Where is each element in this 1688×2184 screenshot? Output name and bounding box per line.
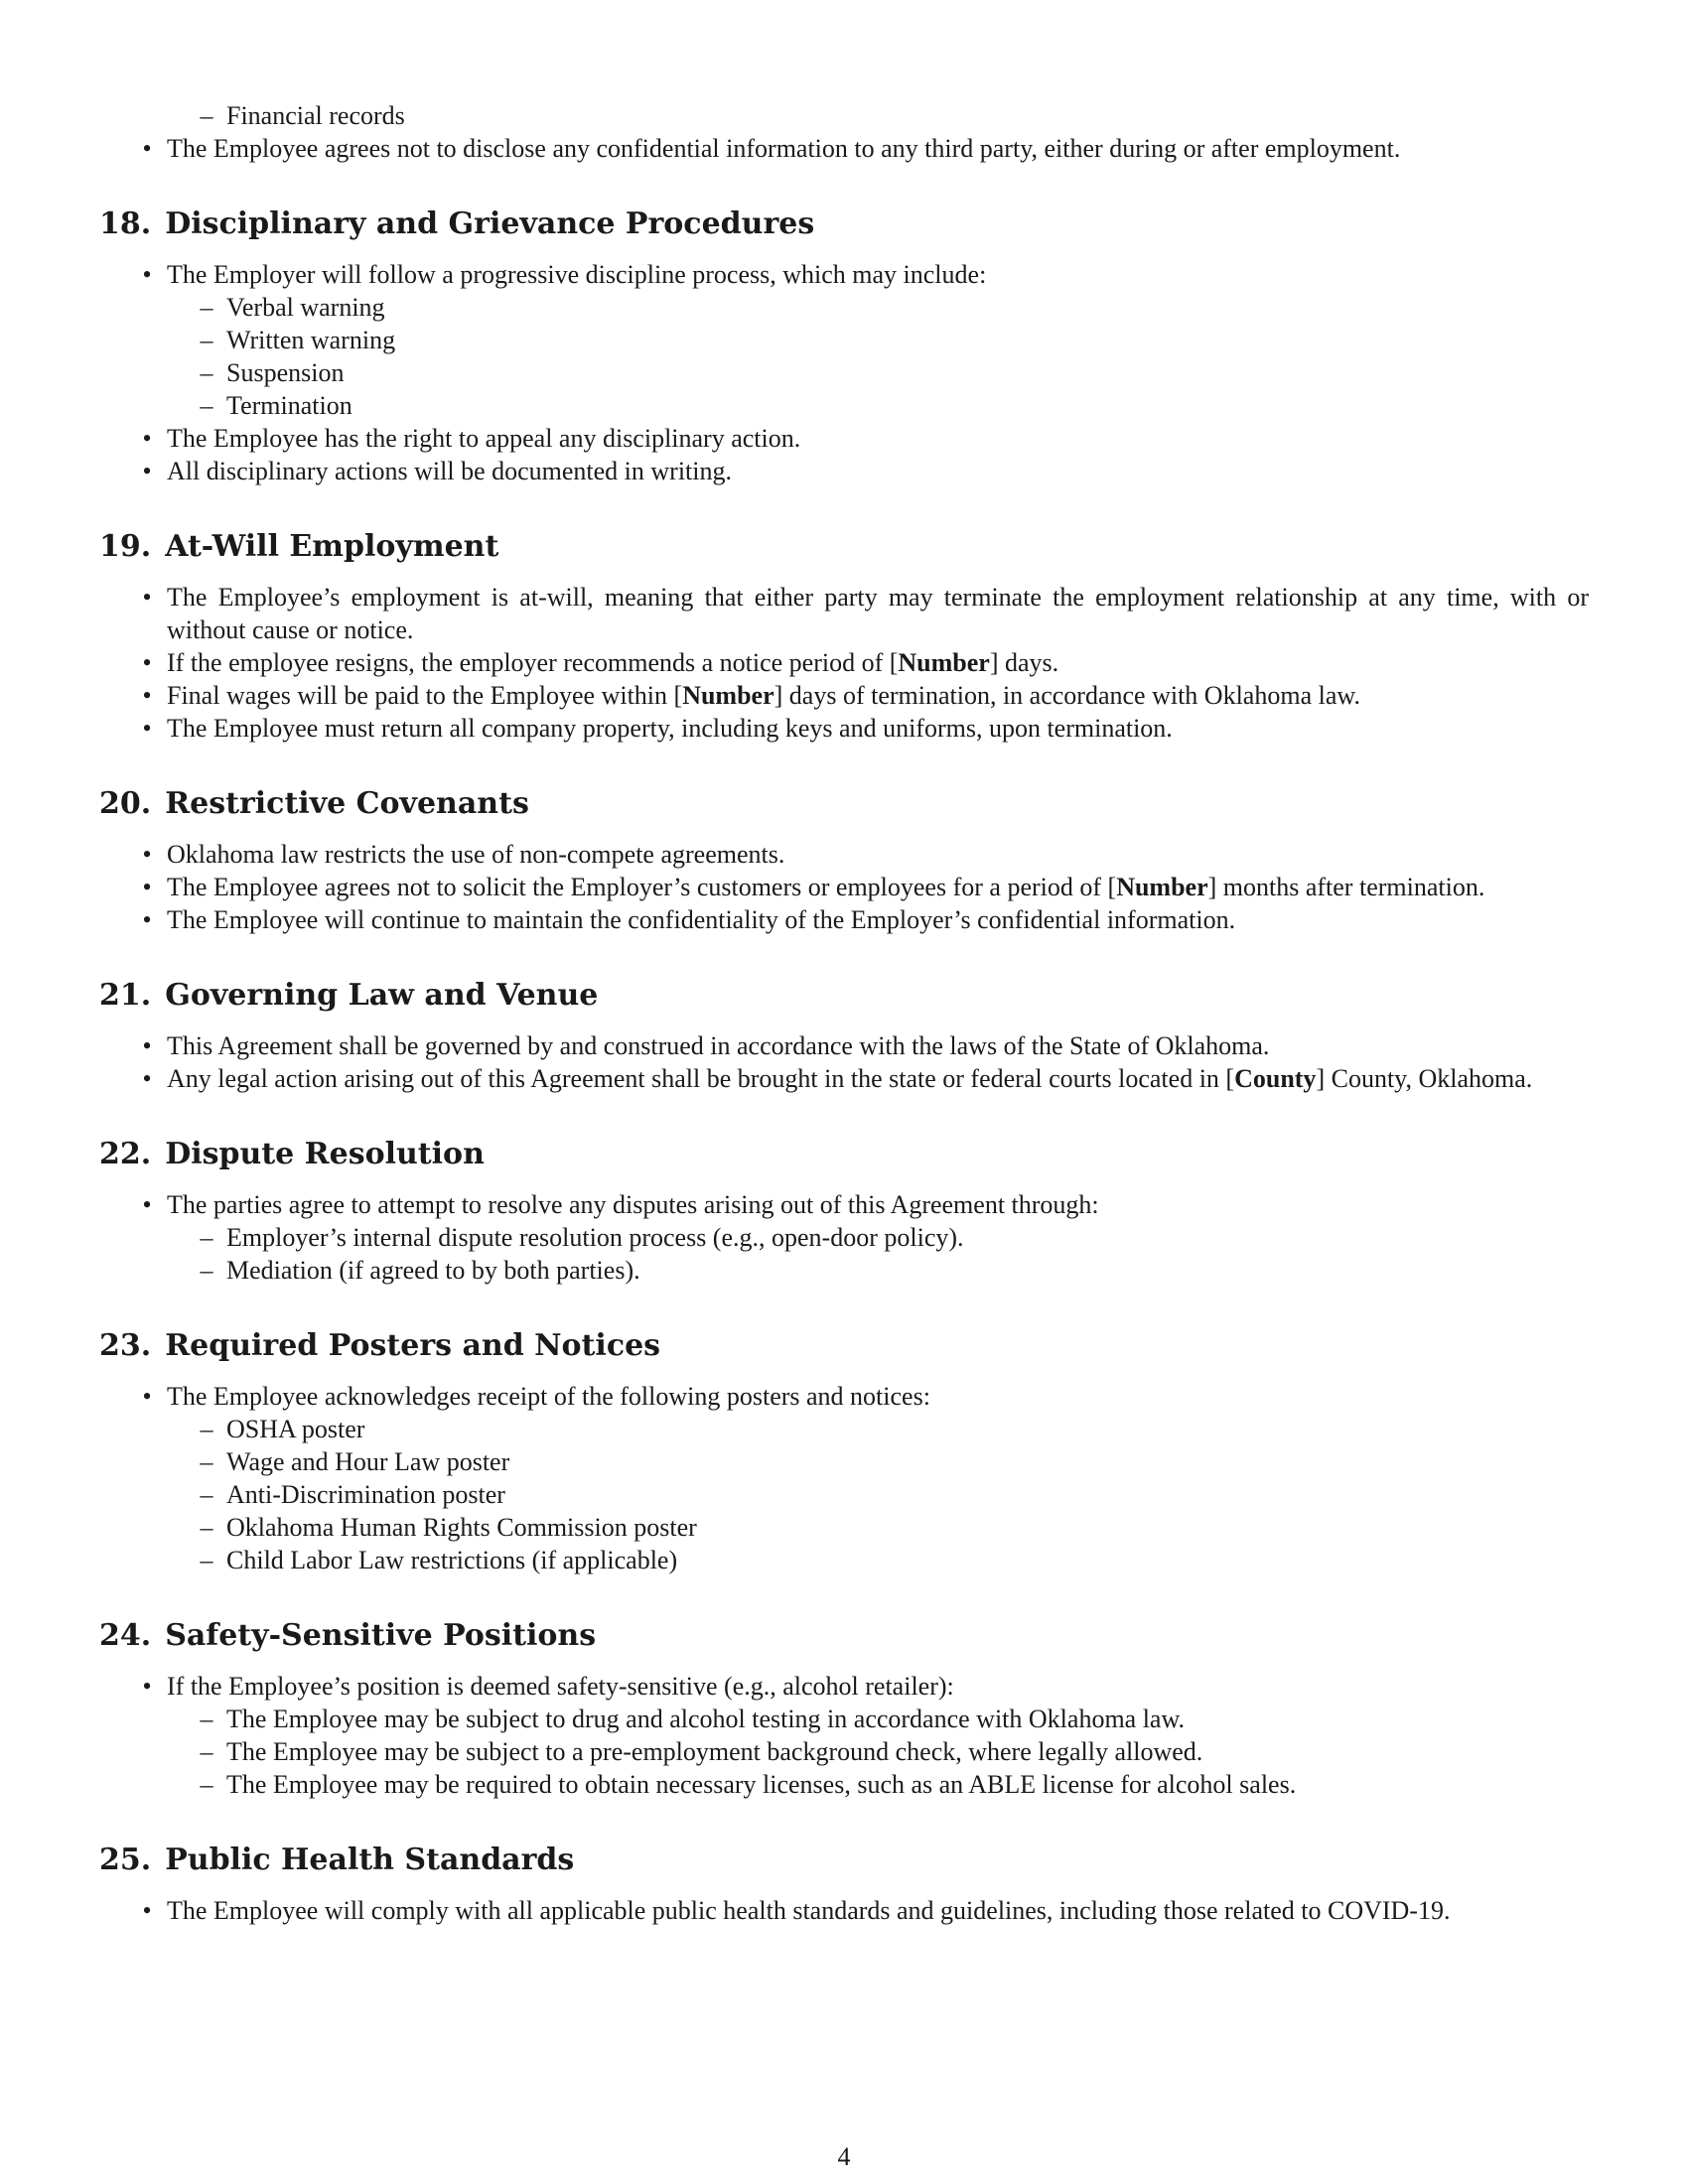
list-sub-item: – Verbal warning bbox=[99, 291, 1589, 324]
list-item: • The Employee agrees not to solicit the Employer’s customers or employees for a period of [Number] months after termination. bbox=[99, 871, 1589, 903]
bullet-marker: • bbox=[142, 648, 152, 677]
dash-marker: – bbox=[200, 1737, 213, 1766]
list-sub-item: – Oklahoma Human Rights Commission poster bbox=[99, 1511, 1589, 1544]
section-heading-25: 25. Public Health Standards bbox=[99, 1843, 575, 1877]
section-heading-24: 24. Safety-Sensitive Positions bbox=[99, 1618, 597, 1653]
list-sub-item: – Suspension bbox=[99, 356, 1589, 389]
list-item: • All disciplinary actions will be documented in writing. bbox=[99, 455, 1589, 487]
section-22-list bbox=[99, 1188, 1589, 1287]
bullet-marker: • bbox=[142, 424, 152, 453]
section-heading-20: 20. Restrictive Covenants bbox=[99, 786, 529, 821]
dash-marker: – bbox=[200, 1256, 213, 1285]
bullet-marker: • bbox=[142, 1896, 152, 1925]
bullet-marker: • bbox=[142, 840, 152, 869]
list-item: • Any legal action arising out of this Agreement shall be brought in the state or federal courts located in [County] County, Oklahoma. bbox=[99, 1062, 1589, 1095]
section-20-list bbox=[99, 838, 1589, 936]
dash-marker: – bbox=[200, 326, 213, 354]
section-25-list bbox=[99, 1894, 1589, 1927]
list-sub-item: – Employer’s internal dispute resolution process (e.g., open-door policy). bbox=[99, 1221, 1589, 1254]
dash-marker: – bbox=[200, 1705, 213, 1733]
section-heading-21: 21. Governing Law and Venue bbox=[99, 978, 599, 1013]
bullet-marker: • bbox=[142, 1382, 152, 1411]
list-item: • The Employee acknowledges receipt of the following posters and notices: bbox=[99, 1380, 1589, 1413]
list-item: • The Employee has the right to appeal any disciplinary action. bbox=[99, 422, 1589, 455]
dash-marker: – bbox=[200, 1513, 213, 1542]
document-content bbox=[99, 99, 1589, 1967]
bullet-marker: • bbox=[142, 873, 152, 901]
list-sub-item: – Financial records bbox=[99, 99, 1589, 132]
dash-marker: – bbox=[200, 1546, 213, 1574]
dash-marker: – bbox=[200, 1770, 213, 1799]
dash-marker: – bbox=[200, 1480, 213, 1509]
list-item: • Final wages will be paid to the Employee within [Number] days of termination, in accordance with Oklahoma law. bbox=[99, 679, 1589, 712]
dash-marker: – bbox=[200, 391, 213, 420]
list-sub-item: – The Employee may be required to obtain necessary licenses, such as an ABLE license for alcohol sales. bbox=[99, 1768, 1589, 1801]
bullet-marker: • bbox=[142, 681, 152, 710]
list-sub-item: – OSHA poster bbox=[99, 1413, 1589, 1445]
list-item: • The Employee’s employment is at-will, meaning that either party may terminate the employment relationship at any time, with or without cause or notice. bbox=[99, 581, 1589, 646]
list-sub-item: – The Employee may be subject to drug and alcohol testing in accordance with Oklahoma law. bbox=[99, 1703, 1589, 1735]
dash-marker: – bbox=[200, 101, 213, 130]
dash-marker: – bbox=[200, 1415, 213, 1443]
placeholder-field: Number bbox=[682, 681, 774, 710]
list-item: • The parties agree to attempt to resolve any disputes arising out of this Agreement through: bbox=[99, 1188, 1589, 1221]
section-heading-22: 22. Dispute Resolution bbox=[99, 1137, 485, 1171]
placeholder-field: Number bbox=[1116, 873, 1208, 901]
list-sub-item: – The Employee may be subject to a pre-employment background check, where legally allowed. bbox=[99, 1735, 1589, 1768]
section-19-list bbox=[99, 581, 1589, 745]
section-heading-23: 23. Required Posters and Notices bbox=[99, 1328, 661, 1363]
bullet-marker: • bbox=[142, 1190, 152, 1219]
list-item: • This Agreement shall be governed by and construed in accordance with the laws of the State of Oklahoma. bbox=[99, 1029, 1589, 1062]
bullet-marker: • bbox=[142, 134, 152, 163]
bullet-marker: • bbox=[142, 1031, 152, 1060]
list-item: • The Employee agrees not to disclose any confidential information to any third party, either during or after employment. bbox=[99, 132, 1589, 165]
section-heading-18: 18. Disciplinary and Grievance Procedures bbox=[99, 206, 815, 241]
dash-marker: – bbox=[200, 1447, 213, 1476]
placeholder-field: Number bbox=[898, 648, 990, 677]
continued-list bbox=[99, 99, 1589, 165]
list-item: • Oklahoma law restricts the use of non-compete agreements. bbox=[99, 838, 1589, 871]
list-item: • The Employee will comply with all applicable public health standards and guidelines, including those related to COVID-19. bbox=[99, 1894, 1589, 1927]
list-sub-item: – Anti-Discrimination poster bbox=[99, 1478, 1589, 1511]
section-21-list bbox=[99, 1029, 1589, 1095]
list-sub-item: – Wage and Hour Law poster bbox=[99, 1445, 1589, 1478]
section-18-list bbox=[99, 258, 1589, 487]
bullet-marker: • bbox=[142, 714, 152, 743]
list-item: • The Employee will continue to maintain the confidentiality of the Employer’s confidential information. bbox=[99, 903, 1589, 936]
page-number: 4 bbox=[837, 2142, 851, 2171]
list-sub-item: – Mediation (if agreed to by both parties). bbox=[99, 1254, 1589, 1287]
list-sub-item: – Termination bbox=[99, 389, 1589, 422]
bullet-marker: • bbox=[142, 905, 152, 934]
list-item: • The Employer will follow a progressive discipline process, which may include: bbox=[99, 258, 1589, 291]
list-sub-item: – Child Labor Law restrictions (if applicable) bbox=[99, 1544, 1589, 1576]
list-item: • The Employee must return all company property, including keys and uniforms, upon termination. bbox=[99, 712, 1589, 745]
placeholder-field: County bbox=[1234, 1064, 1317, 1093]
bullet-marker: • bbox=[142, 583, 152, 612]
dash-marker: – bbox=[200, 1223, 213, 1252]
dash-marker: – bbox=[200, 358, 213, 387]
bullet-marker: • bbox=[142, 1672, 152, 1701]
section-24-list bbox=[99, 1670, 1589, 1801]
section-23-list bbox=[99, 1380, 1589, 1576]
list-item: • If the employee resigns, the employer recommends a notice period of [Number] days. bbox=[99, 646, 1589, 679]
list-item: • If the Employee’s position is deemed safety-sensitive (e.g., alcohol retailer): bbox=[99, 1670, 1589, 1703]
list-sub-item: – Written warning bbox=[99, 324, 1589, 356]
bullet-marker: • bbox=[142, 457, 152, 485]
bullet-marker: • bbox=[142, 1064, 152, 1093]
section-heading-19: 19. At-Will Employment bbox=[99, 529, 499, 564]
dash-marker: – bbox=[200, 293, 213, 322]
bullet-marker: • bbox=[142, 260, 152, 289]
